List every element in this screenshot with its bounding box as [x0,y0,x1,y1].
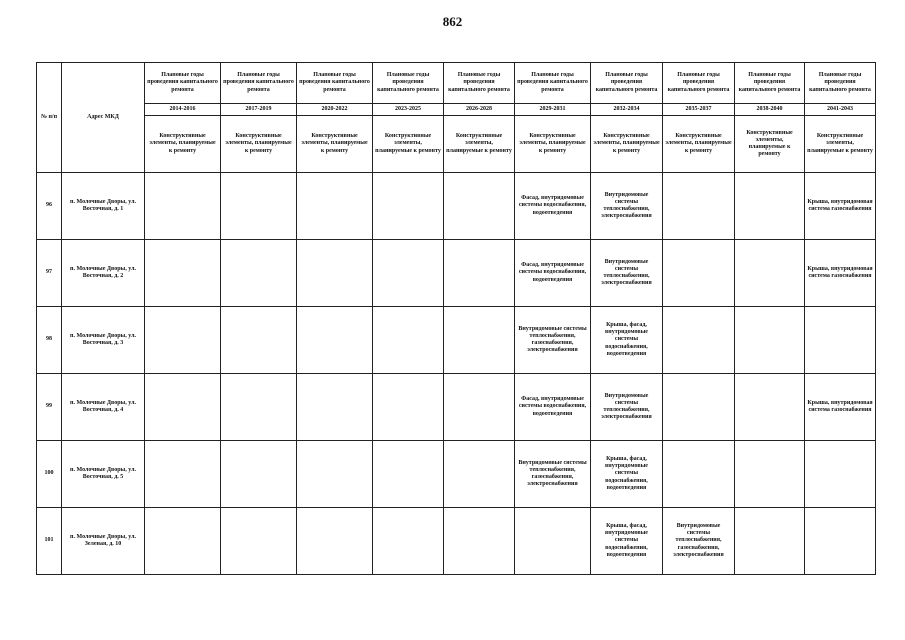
header-period-title: Плановые годы проведения капитального ремонта [145,63,221,104]
capital-repair-table [36,62,876,575]
row-cell: Внутридомовые системы теплоснабжения, электроснабжения [591,374,663,441]
row-address: п. Молочные Дворы, ул. Восточная, д. 1 [62,173,145,240]
page-number: 862 [442,14,463,29]
header-period-title: Плановые годы проведения капитального ремонта [373,63,444,104]
header-period-years: 2014-2016 [145,104,221,116]
row-cell: Крыша, внутридомовая система газоснабжения [805,374,876,441]
row-cell [805,441,876,508]
table-row [37,173,876,240]
header-period-title: Плановые годы проведения капитального ремонта [663,63,735,104]
row-cell: Фасад, внутридомовые системы водоснабжения, водоотведения [515,173,591,240]
row-cell [735,307,805,374]
row-cell [297,240,373,307]
header-period-years: 2029-2031 [515,104,591,116]
row-cell [663,307,735,374]
header-period-elements: Конструктивные элементы, планируемые к ремонту [373,116,444,173]
row-cell [735,173,805,240]
row-number: 96 [37,173,62,240]
header-period-elements: Конструктивные элементы, планируемые к ремонту [297,116,373,173]
row-cell [663,173,735,240]
row-cell [373,441,444,508]
row-number: 101 [37,508,62,575]
row-number: 98 [37,307,62,374]
row-number: 97 [37,240,62,307]
row-cell [145,374,221,441]
row-cell: Крыша, фасад, внутридомовые системы водоснабжения, водоотведения [591,307,663,374]
row-cell [221,307,297,374]
header-period-years: 2020-2022 [297,104,373,116]
row-address: п. Молочные Дворы, ул. Восточная, д. 3 [62,307,145,374]
row-cell [221,508,297,575]
row-cell [444,374,515,441]
header-period-elements: Конструктивные элементы, планируемые к ремонту [735,116,805,173]
row-cell [444,508,515,575]
row-cell [805,508,876,575]
row-cell [515,508,591,575]
header-period-years: 2017-2019 [221,104,297,116]
row-cell [373,240,444,307]
header-period-years: 2026-2028 [444,104,515,116]
row-cell [735,374,805,441]
row-address: п. Молочные Дворы, ул. Восточная, д. 5 [62,441,145,508]
row-cell [735,441,805,508]
row-cell [145,508,221,575]
header-period-title: Плановые годы проведения капитального ремонта [591,63,663,104]
header-period-elements: Конструктивные элементы, планируемые к ремонту [515,116,591,173]
row-cell [145,307,221,374]
row-cell: Внутридомовые системы теплоснабжения, газоснабжения, электроснабжения [663,508,735,575]
row-address: п. Молочные Дворы, ул. Восточная, д. 2 [62,240,145,307]
header-period-elements: Конструктивные элементы, планируемые к ремонту [444,116,515,173]
table-row [37,508,876,575]
header-period-elements: Конструктивные элементы, планируемые к ремонту [663,116,735,173]
row-cell [805,307,876,374]
header-period-elements: Конструктивные элементы, планируемые к ремонту [805,116,876,173]
table-row [37,240,876,307]
header-period-title: Плановые годы проведения капитального ремонта [735,63,805,104]
header-period-title: Плановые годы проведения капитального ремонта [515,63,591,104]
header-period-title: Плановые годы проведения капитального ремонта [221,63,297,104]
row-cell [735,508,805,575]
row-cell: Крыша, фасад, внутридомовые системы водоснабжения, водоотведения [591,508,663,575]
row-number: 99 [37,374,62,441]
table-row [37,441,876,508]
row-cell [221,374,297,441]
row-cell [444,441,515,508]
row-cell: Фасад, внутридомовые системы водоснабжения, водоотведения [515,240,591,307]
table-row [37,307,876,374]
row-cell [663,441,735,508]
row-cell [297,173,373,240]
row-cell [444,240,515,307]
row-cell [373,173,444,240]
row-cell: Внутридомовые системы теплоснабжения, электроснабжения [591,173,663,240]
header-period-elements: Конструктивные элементы, планируемые к ремонту [145,116,221,173]
header-period-years: 2023-2025 [373,104,444,116]
row-cell [221,441,297,508]
row-cell: Внутридомовые системы теплоснабжения, газоснабжения, электроснабжения [515,441,591,508]
row-cell: Крыша, фасад, внутридомовые системы водоснабжения, водоотведения [591,441,663,508]
row-cell [444,173,515,240]
row-cell [444,307,515,374]
row-cell [297,441,373,508]
row-cell: Фасад, внутридомовые системы водоснабжения, водоотведения [515,374,591,441]
row-cell [221,173,297,240]
row-cell [373,307,444,374]
row-cell [297,374,373,441]
header-period-years: 2041-2043 [805,104,876,116]
row-cell [145,441,221,508]
row-cell [145,240,221,307]
header-period-title: Плановые годы проведения капитального ремонта [297,63,373,104]
header-period-years: 2038-2040 [735,104,805,116]
header-num: № п/п [37,63,62,173]
header-address: Адрес МКД [62,63,145,173]
table-row [37,374,876,441]
row-cell [297,307,373,374]
row-number: 100 [37,441,62,508]
header-period-title: Плановые годы проведения капитального ремонта [444,63,515,104]
row-cell: Внутридомовые системы теплоснабжения, электроснабжения [591,240,663,307]
row-cell: Крыша, внутридомовая система газоснабжения [805,173,876,240]
row-cell [221,240,297,307]
header-period-years: 2035-2037 [663,104,735,116]
row-cell: Внутридомовые системы теплоснабжения, газоснабжения, электроснабжения [515,307,591,374]
header-period-title: Плановые годы проведения капитального ремонта [805,63,876,104]
row-cell [663,240,735,307]
header-period-years: 2032-2034 [591,104,663,116]
header-period-elements: Конструктивные элементы, планируемые к ремонту [221,116,297,173]
row-cell [373,374,444,441]
row-address: п. Молочные Дворы, ул. Зеленая, д. 10 [62,508,145,575]
row-cell [663,374,735,441]
header-period-elements: Конструктивные элементы, планируемые к ремонту [591,116,663,173]
row-cell [297,508,373,575]
row-cell [735,240,805,307]
row-address: п. Молочные Дворы, ул. Восточная, д. 4 [62,374,145,441]
row-cell [145,173,221,240]
row-cell [373,508,444,575]
row-cell: Крыша, внутридомовая система газоснабжения [805,240,876,307]
